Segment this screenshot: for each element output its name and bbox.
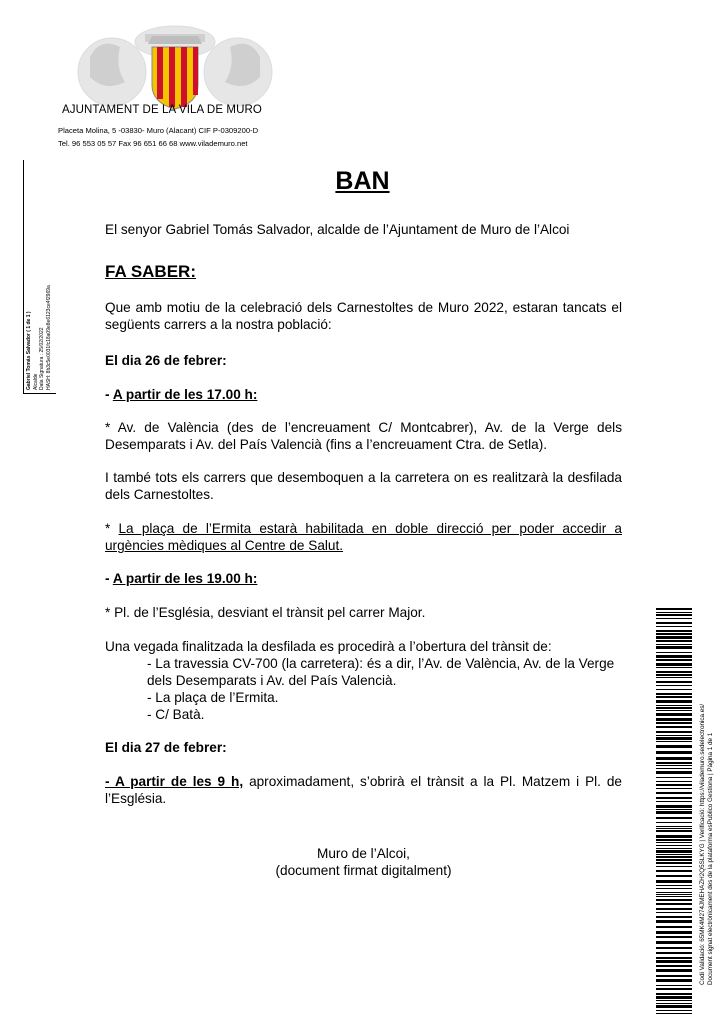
time-9-label: - A partir de les 9 h,: [105, 774, 244, 789]
time-17-prefix: -: [105, 387, 113, 402]
validation-barcode: [656, 608, 692, 1015]
signature-hash: HASH: 8b3c5e0031fc18a09e8e6123ce4f2969a: [45, 285, 52, 390]
organization-address: Placeta Molina, 5 -03830- Muro (Alacant) CIF P-0309200-D: [58, 126, 259, 135]
signer-name: Gabriel Tomás Salvador ( 1 de 1 ): [26, 311, 32, 390]
validation-code-line: Codi Validació: 65MK4M274JMEHAZH2Q5SLKYG | Verificació: https://vilademuro.sedelectronica.es/: [699, 703, 706, 985]
day-26-heading: El dia 26 de febrer:: [105, 353, 227, 368]
organization-name: AJUNTAMENT DE LA VILA DE MURO: [62, 104, 262, 116]
time-17-label: A partir de les 17.00 h:: [112, 387, 258, 402]
ermita-text: La plaça de l’Ermita estarà habilitada en doble direcció per poder accedir a urgències mèdiques al Centre de Salut.: [105, 521, 622, 554]
document-title: BAN: [335, 167, 390, 195]
closed-streets-3: * Pl. de l’Església, desviant el trànsit pel carrer Major.: [105, 605, 426, 620]
reopen-item: - La plaça de l’Ermita.: [147, 690, 279, 705]
time-17-heading: [105, 386, 622, 403]
reopen-item: - La travessia CV-700 (la carretera): és a dir, l’Av. de València, Av. de la Verge dels Desemparats i Av. del País Valencià.: [147, 656, 615, 689]
signer-role: Alcalde: [32, 373, 39, 390]
time-19-prefix: -: [105, 571, 113, 586]
ermita-prefix: *: [105, 521, 119, 536]
place-line: Muro de l’Alcoi,: [317, 846, 410, 861]
signed-note: (document firmat digitalment): [275, 863, 452, 878]
reopen-27-text: [105, 773, 622, 808]
time-19-heading: [105, 570, 622, 587]
fa-saber-heading: FA SABER:: [105, 262, 196, 281]
time-19-label: A partir de les 19.00 h:: [112, 571, 258, 586]
reopen-item: - C/ Batà.: [147, 707, 205, 722]
ermita-notice: [105, 520, 622, 555]
validation-text: [699, 704, 715, 985]
municipal-crest-logo: [60, 22, 290, 112]
signature-date: Data Signatura : 25/02/2022: [39, 327, 45, 390]
closed-streets-2: I també tots els carrers que desemboquen a la carretera on es realitzarà la desfilada dels Carnestoltes.: [105, 470, 622, 503]
validation-platform-line: Document signat electrònicament des de la plataforma esPublico Gestiona | Pàgina 1 de 1: [707, 732, 715, 985]
intro-text: El senyor Gabriel Tomás Salvador, alcalde de l’Ajuntament de Muro de l’Alcoi: [105, 222, 570, 237]
organization-contact: Tel. 96 553 05 57 Fax 96 651 66 68 www.vilademuro.net: [58, 139, 248, 148]
reopen-intro: Una vegada finalitzada la desfilada es procedirà a l’obertura del trànsit de:: [105, 639, 552, 654]
reopen-27-rest: aproximadament, s’obrirà el trànsit a la Pl. Matzem i Pl. de l’Església.: [105, 774, 622, 807]
closed-streets-1: * Av. de València (des de l’encreuament C/ Montcabrer), Av. de la Verge dels Desemparats i Av. del País Valencià (fins a l’encreuament Ctra. de Setla).: [105, 420, 622, 453]
paragraph-intro: Que amb motiu de la celebració dels Carnestoltes de Muro 2022, estaran tancats el següents carrers a la nostra població:: [105, 300, 622, 333]
day-27-heading: El dia 27 de febrer:: [105, 740, 227, 755]
